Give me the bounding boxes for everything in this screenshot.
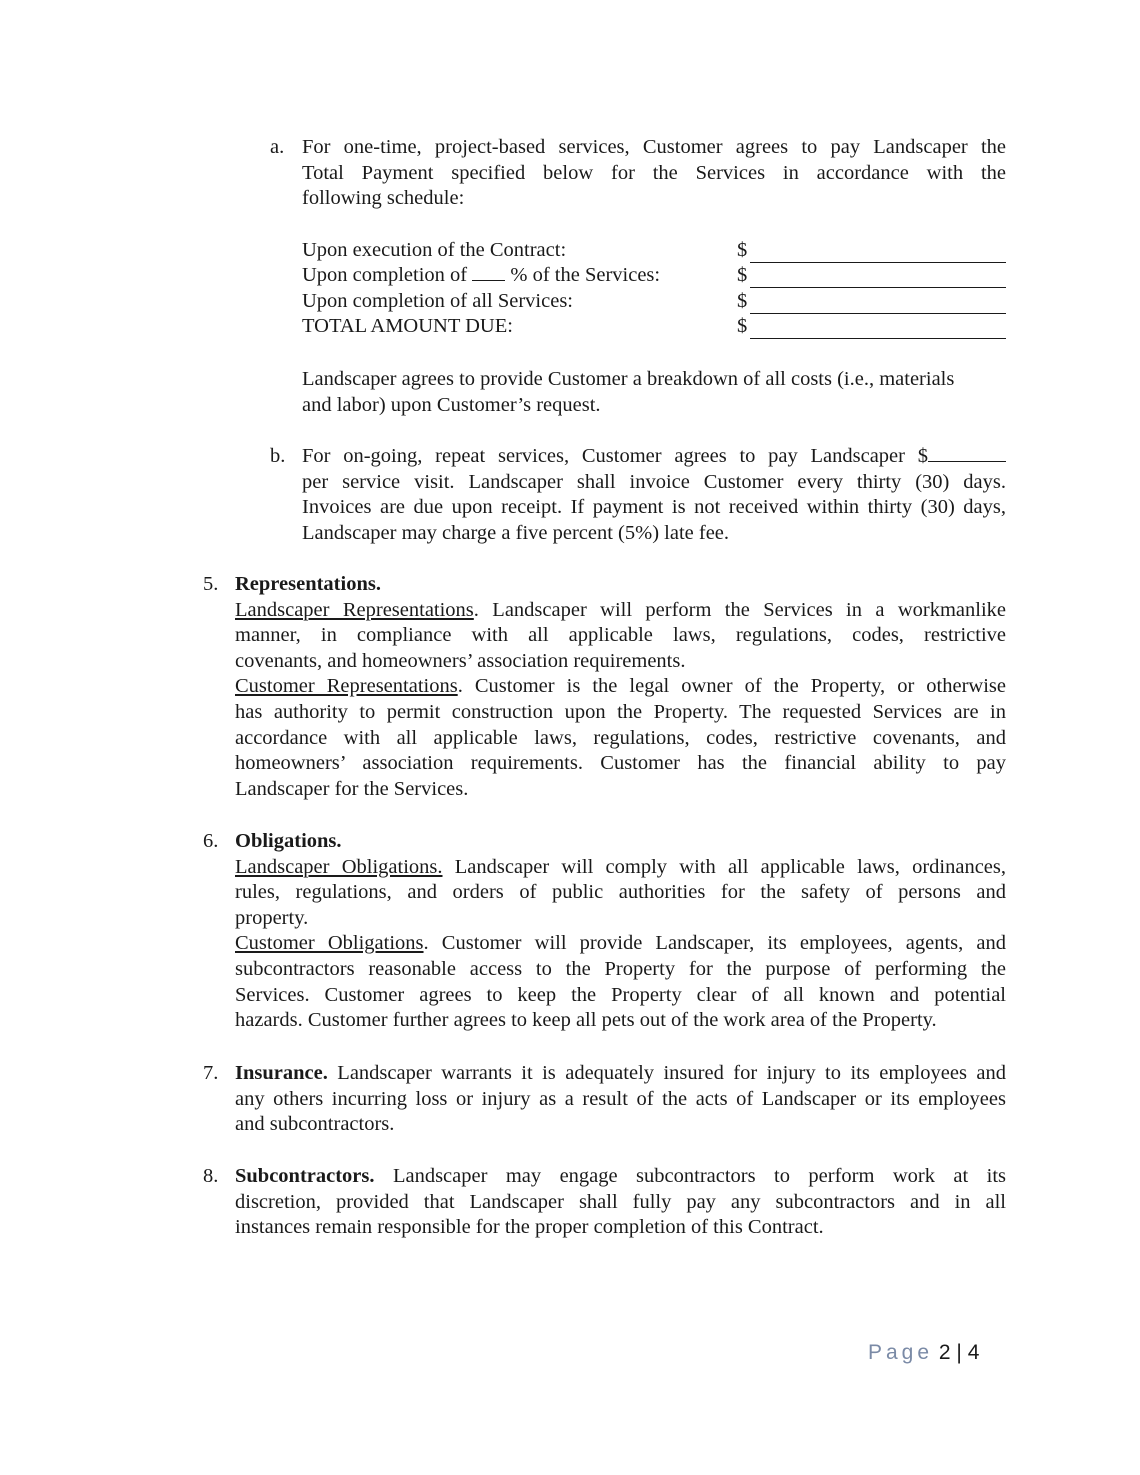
- item-b-line-4: Landscaper may charge a five percent (5%) late fee.: [302, 521, 730, 544]
- section-6-line-4: [235, 931, 1006, 957]
- section-8-line-1-text: Landscaper may engage subcontractors to perform work at its: [374, 1165, 1006, 1187]
- item-b-line-3: Invoices are due upon receipt. If payment is not received within thirty (30) days,: [302, 496, 1006, 519]
- breakdown-line-2: and labor) upon Customer’s request.: [302, 393, 601, 416]
- section-6-line-1: [235, 855, 1006, 881]
- section-5-line-8: Landscaper for the Services.: [235, 777, 469, 800]
- item-a-text: [302, 135, 1006, 212]
- section-7-number: 7.: [203, 1062, 219, 1084]
- section-6: [235, 829, 1006, 1034]
- section-6-line-2: rules, regulations, and orders of public authorities for the safety of persons and: [235, 881, 1006, 904]
- schedule-dollar-execution: $: [737, 239, 748, 261]
- section-5-line-6: accordance with all applicable laws, regulations, codes, restrictive covenants, and: [235, 726, 1006, 749]
- section-6-line-3: property.: [235, 906, 309, 929]
- section-5-line-2: manner, in compliance with all applicable laws, regulations, codes, restrictive: [235, 624, 1006, 647]
- section-5-line-4: [235, 674, 1006, 700]
- section-5-line-4-text: . Customer is the legal owner of the Property, or otherwise: [457, 675, 1007, 698]
- section-5-line-1: [235, 598, 1006, 624]
- section-5-line-5: has authority to permit construction upon the Property. The requested Services are in: [235, 700, 1006, 723]
- section-7: [235, 1061, 1006, 1138]
- section-8: [235, 1164, 1006, 1241]
- schedule-label-completion: Upon completion of all Services:: [302, 290, 573, 312]
- schedule-amount-partial-blank[interactable]: [750, 264, 1006, 288]
- item-b-line-1: [302, 444, 1006, 470]
- item-b-line-2: per service visit. Landscaper shall invoice Customer every thirty (30) days.: [302, 470, 1006, 493]
- customer-obligations-heading: Customer Obligations: [235, 932, 424, 955]
- breakdown-line-1: Landscaper agrees to provide Customer a breakdown of all costs (i.e., materials: [302, 368, 955, 390]
- schedule-amount-total-blank[interactable]: [750, 315, 1006, 339]
- section-6-line-1-text: Landscaper will comply with all applicable laws, ordinances,: [442, 855, 1006, 878]
- section-5-title: Representations.: [235, 573, 381, 595]
- item-b-marker: b.: [270, 445, 286, 467]
- percent-blank[interactable]: [472, 264, 505, 281]
- item-a-marker: a.: [270, 136, 285, 158]
- customer-representations-heading: Customer Representations: [235, 675, 458, 698]
- schedule-amount-completion-blank[interactable]: [750, 290, 1006, 314]
- item-b-text: [302, 444, 1006, 546]
- schedule-dollar-total: $: [737, 315, 748, 337]
- section-6-line-7: hazards. Customer further agrees to keep all pets out of the work area of the Property.: [235, 1009, 937, 1032]
- landscaper-representations-heading: Landscaper Representations: [235, 598, 474, 621]
- section-6-line-5: subcontractors reasonable access to the Property for the purpose of performing the: [235, 957, 1006, 980]
- schedule-label-partial-before: Upon completion of: [302, 264, 473, 286]
- section-7-line-2: any others incurring loss or injury as a result of the acts of Landscaper or its employees: [235, 1087, 1006, 1110]
- page-word: Page: [868, 1341, 934, 1364]
- section-5-line-3: covenants, and homeowners’ association requirements.: [235, 649, 686, 672]
- schedule-label-total: TOTAL AMOUNT DUE:: [302, 315, 513, 337]
- page-current: 2: [938, 1341, 951, 1364]
- page-total: 4: [967, 1341, 980, 1364]
- schedule-dollar-partial: $: [737, 264, 748, 286]
- item-a-line-2: Total Payment specified below for the Services in accordance with the: [302, 161, 1006, 184]
- section-7-line-1: [235, 1061, 1006, 1087]
- page-separator: |: [950, 1341, 968, 1364]
- breakdown-note: [302, 367, 1006, 418]
- section-8-line-3: instances remain responsible for the proper completion of this Contract.: [235, 1216, 824, 1239]
- item-a-line-1: For one-time, project-based services, Customer agrees to pay Landscaper the: [302, 136, 1006, 158]
- item-b-line-1-text: For on-going, repeat services, Customer agrees to pay Landscaper $: [302, 445, 928, 467]
- page-footer: [868, 1341, 979, 1365]
- section-7-line-3: and subcontractors.: [235, 1113, 395, 1136]
- section-8-title: Subcontractors.: [235, 1165, 375, 1187]
- section-6-line-4-text: . Customer will provide Landscaper, its employees, agents, and: [423, 932, 1007, 955]
- section-6-line-6: Services. Customer agrees to keep the Property clear of all known and potential: [235, 983, 1006, 1006]
- section-7-line-1-text: Landscaper warrants it is adequately insured for injury to its employees and: [327, 1062, 1006, 1084]
- schedule-label-partial-after: % of the Services:: [505, 264, 661, 286]
- section-7-title: Insurance.: [235, 1062, 328, 1084]
- section-8-number: 8.: [203, 1165, 219, 1187]
- section-6-number: 6.: [203, 830, 219, 852]
- section-8-line-1: [235, 1164, 1006, 1190]
- schedule-amount-execution-blank[interactable]: [750, 239, 1006, 263]
- section-5-line-7: homeowners’ association requirements. Customer has the financial ability to pay: [235, 752, 1006, 775]
- schedule-label-execution: Upon execution of the Contract:: [302, 239, 567, 261]
- landscaper-obligations-heading: Landscaper Obligations.: [235, 855, 443, 878]
- schedule-dollar-completion: $: [737, 290, 748, 312]
- item-a-line-3: following schedule:: [302, 187, 465, 210]
- section-5-line-1-text: . Landscaper will perform the Services in a workmanlike: [473, 598, 1006, 621]
- section-5: [235, 572, 1006, 802]
- section-8-line-2: discretion, provided that Landscaper shall fully pay any subcontractors and in all: [235, 1190, 1006, 1213]
- section-6-title: Obligations.: [235, 830, 342, 852]
- schedule-label-partial: [302, 263, 660, 289]
- per-visit-amount-blank[interactable]: [928, 445, 1006, 462]
- section-5-number: 5.: [203, 573, 219, 595]
